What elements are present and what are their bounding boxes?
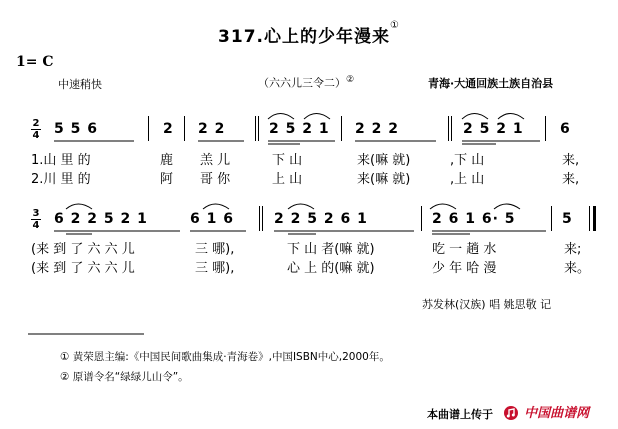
row1-lyric1-part6: ,下 山	[450, 153, 485, 168]
row2-lyric2-part2: 三 哪),	[195, 261, 235, 276]
row1-measure-5: 2 2 2	[355, 121, 399, 137]
variant-text: （六六儿三令二）	[258, 76, 346, 90]
row1-measure-2: 2	[163, 121, 174, 137]
row1-lyric2-part1: 2.川 里 的	[31, 172, 91, 187]
row1-lyric1-part5: 来(嘛 就)	[357, 153, 411, 168]
row1-lyric2-part5: 来(嘛 就)	[357, 172, 411, 187]
row2-measure-3: 2 2 5 2 6 1	[274, 211, 368, 227]
row2-lyric2-part5: 来。	[564, 261, 591, 276]
row1-lyric2-part2: 阿	[160, 172, 174, 187]
time-signature-2-bottom: 4	[32, 220, 40, 231]
row2-measure-5: 5	[562, 211, 573, 227]
time-signature-top: 2	[32, 118, 40, 129]
row1-measure-7: 6	[560, 121, 571, 137]
slur-mark	[203, 204, 229, 209]
row1-lyric1-part4: 下 山	[272, 153, 303, 168]
credits: 苏发林(汉族) 唱 姚思敬 记	[422, 298, 552, 311]
title-footnote-mark: ①	[389, 20, 400, 31]
row2-lyric1-part3: 下 山 者(嘛 就)	[287, 242, 375, 257]
row1-lyric2-part7: 来,	[562, 172, 580, 187]
footnote-1: ① 黄荣恩主编:《中国民间歌曲集成·青海卷》,中国ISBN中心,2000年。	[60, 351, 390, 363]
upload-notice: 本曲谱上传于	[427, 408, 493, 421]
row2-measure-2: 6 1 6	[190, 211, 234, 227]
row1-lyric1-part2: 鹿	[160, 153, 174, 168]
row2-lyric2-part1: (来 到 了 六 六 儿	[31, 261, 135, 276]
row2-measure-1: 6 2 2 5 2 1	[54, 211, 148, 227]
music-logo-icon	[503, 405, 519, 421]
row1-lyric1-part7: 来,	[562, 153, 580, 168]
slur-mark	[494, 204, 520, 209]
row2-lyric1-part1: (来 到 了 六 六 儿	[31, 242, 135, 257]
slur-mark	[498, 114, 524, 120]
song-title-text: 317.心上的少年漫来	[218, 27, 390, 47]
row2-lyric1-part5: 来;	[564, 242, 582, 257]
row1-lyric2-part4: 上 山	[272, 172, 303, 187]
time-signature-2-top: 3	[32, 208, 40, 219]
row1-lyric1-part1: 1.山 里 的	[31, 153, 91, 168]
row1-lyric2-part6: ,上 山	[450, 172, 485, 187]
slur-mark	[430, 204, 456, 209]
watermark-logo[interactable]	[503, 402, 589, 421]
row1-lyric1-part3: 羔 儿	[200, 153, 231, 168]
row2-lyric1-part4: 吃 一 趟 水	[432, 242, 497, 257]
row1-measure-6: 2 5 2 1	[463, 121, 524, 137]
time-signature-bottom: 4	[32, 130, 40, 141]
row2-lyric2-part3: 心 上 的(嘛 就)	[287, 261, 375, 276]
key-signature: 1= C	[16, 54, 54, 70]
row1-measure-3: 2 2	[198, 121, 226, 137]
variant-footnote-mark: ②	[346, 74, 355, 85]
slur-mark	[66, 204, 92, 209]
footnote-2: ② 原谱令名“绿绿儿山令”。	[60, 371, 189, 383]
row1-lyric2-part3: 哥 你	[200, 172, 231, 187]
slur-mark	[304, 114, 330, 120]
slur-mark	[462, 114, 488, 120]
row2-lyric2-part4: 少 年 哈 漫	[432, 261, 497, 276]
row2-lyric1-part2: 三 哪),	[195, 242, 235, 257]
slur-mark	[268, 114, 294, 120]
tempo-marking: 中速稍快	[58, 78, 102, 91]
slur-mark	[288, 204, 314, 209]
row1-measure-1: 5 5 6	[54, 121, 98, 137]
watermark-text: 中国曲谱网	[524, 406, 590, 421]
region-label: 青海·大通回族土族自治县	[428, 77, 554, 90]
row2-measure-4: 2 6 1 6· 5	[432, 211, 516, 227]
row1-measure-4: 2 5 2 1	[269, 121, 330, 137]
